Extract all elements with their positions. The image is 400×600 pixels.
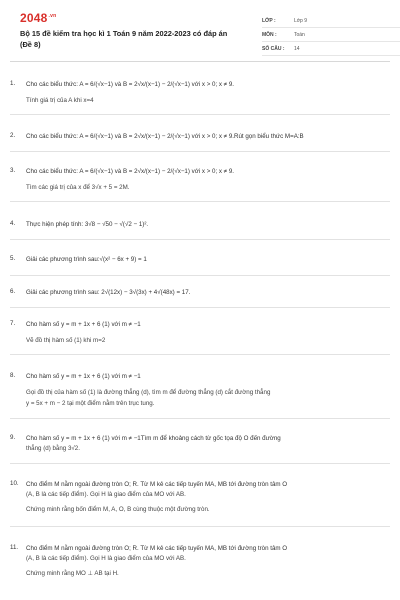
divider (10, 354, 390, 355)
question-8: 8. Cho hàm số y = m + 1x + 6 (1) với m ≠ −1 Gọi đồ thị của hàm số (1) là đường thẳng (d), tìm m để đường thẳng (d) cắt đường thẳng y = 5x + m − 2 tại một điểm nằm trên trục tung. (10, 372, 271, 407)
divider (10, 463, 390, 464)
question-6: 6. Giải các phương trình sau: 2√(12x) − 3√(3x) + 4√(48x) = 17. (10, 288, 191, 296)
document-title: Bộ 15 đề kiểm tra học kì 1 Toán 9 năm 2022-2023 có đáp án (Đề 8) (20, 29, 228, 49)
divider (10, 275, 390, 276)
divider (10, 201, 390, 202)
divider (10, 151, 390, 152)
divider (10, 526, 390, 527)
question-9: 9. Cho hàm số y = m + 1x + 6 (1) với m ≠ −1Tìm m để khoảng cách từ gốc tọa độ O đến đường thẳng (d) bằng 3√2. (10, 434, 281, 452)
question-7: 7. Cho hàm số y = m + 1x + 6 (1) với m ≠ −1 Vẽ đồ thị hàm số (1) khi m=2 (10, 320, 141, 344)
question-3: 3. Cho các biểu thức: A = 6/(√x−1) và B = 2√x/(x−1) − 2/(√x−1) với x > 0; x ≠ 9. Tìm các giá trị của x để 3√x + 5 = 2M. (10, 167, 235, 191)
question-4: 4. Thực hiện phép tính: 3√8 − √50 − √(√2 − 1)². (10, 220, 149, 228)
page-header (10, 0, 390, 62)
site-logo[interactable]: $2048^{.vn}$ (20, 11, 57, 25)
question-1: 1. Cho các biểu thức: A = 6/(√x−1) và B = 2√x/(x−1) − 2/(√x−1) với x > 0; x ≠ 9. Tính giá trị của A khi x=4 (10, 80, 235, 104)
question-5: 5. Giải các phương trình sau:√(x² − 6x + 9) = 1 (10, 255, 147, 263)
question-11: 11. Cho điểm M nằm ngoài đường tròn O; R. Từ M kẻ các tiếp tuyến MA, MB tới đường tròn tâm O (A, B là các tiếp điểm). Gọi H là giao điểm của MO với AB. Chứng minh rằng MO ⊥ AB tại H. (10, 544, 288, 577)
meta-row-subject: MÔN : Toán (262, 28, 400, 42)
question-10: 10. Cho điểm M nằm ngoài đường tròn O; R. Từ M kẻ các tiếp tuyến MA, MB tới đường tròn tâm O (A, B là các tiếp điểm). Gọi H là giao điểm của MO với AB. Chứng minh rằng bốn điểm M, A, O, B cùng thuộc một đường tròn. (10, 480, 288, 513)
meta-table (262, 14, 400, 56)
meta-row-count: SỐ CÂU : 14 (262, 42, 400, 56)
meta-row-class: LỚP : Lớp 9 (262, 14, 400, 28)
question-2: 2. Cho các biểu thức: A = 6/(√x−1) và B = 2√x/(x−1) − 2/(√x−1) với x > 0; x ≠ 9.Rút gọn biểu thức M=A:B (10, 132, 304, 140)
divider (10, 418, 390, 419)
divider (10, 114, 390, 115)
divider (10, 239, 390, 240)
divider (10, 307, 390, 308)
